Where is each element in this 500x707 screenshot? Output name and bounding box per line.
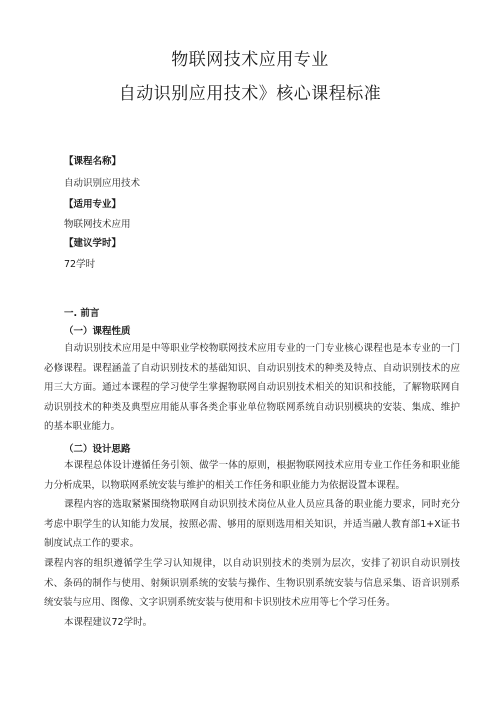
- document-title-line1: 物联网技术应用专业: [171, 50, 329, 70]
- document-title-line2: 自动识别应用技术》核心课程标准: [118, 84, 382, 104]
- paragraph-course-nature: 自动识别技术应用是中等职业学校物联网技术应用专业的一门专业核心课程也是本专业的一门必修课程。课程涵盖了自动识别技术的基础知识、自动识别技术的种类及特点、自动识别技术的应用三大方面。通过本课程的学习使学生掌握物联网自动识别技术相关的知识和技能，了解物联网自动识别技术的种类及典型应用能从事各类企事业单位物联网系统自动识别模块的安装、集成、维护的基本职业能力。: [44, 343, 460, 432]
- paragraph-content-organization: 课程内容的组织遵循学生学习认知规律，以自动识别技术的类别为层次，安排了初识自动识别技术、条码的制作与使用、射频识别系统的安装与操作、生物识别系统安装与信息采集、语音识别系统安装与应用、图像、文字识别系统安装与使用和卡识别技术应用等七个学习任务。: [44, 558, 460, 608]
- course-name-label: 【课程名称】: [64, 156, 122, 167]
- major-label: 【适用专业】: [64, 199, 122, 210]
- hours-label: 【建议学时】: [64, 238, 122, 249]
- paragraph-design-principle: 本课程总体设计遵循任务引领、做学一体的原则，根据物联网技术应用专业工作任务和职业能力分析成果，以物联网系统安装与维护的相关工作任务和职业能力为依据设置本课程。: [44, 460, 460, 491]
- paragraph-content-selection: 课程内容的选取紧紧围绕物联网自动识别技术岗位从业人员应具备的职业能力要求，同时充分考虑中职学生的认知能力发展，按照必需、够用的原则选用相关知识，并适当融人教育部1+X证书制度试点工作的要求。: [44, 499, 460, 549]
- major-value: 物联网技术应用: [64, 219, 131, 230]
- subsection-design-heading: （二）设计思路: [64, 444, 131, 455]
- subsection-nature-heading: （一）课程性质: [64, 326, 131, 337]
- paragraph-suggested-hours: 本课程建议72学时。: [64, 617, 153, 628]
- course-name-value: 自动识别应用技术: [64, 178, 141, 189]
- section-preface-heading: 一. 前言: [64, 308, 100, 319]
- hours-value: 72学时: [64, 259, 96, 270]
